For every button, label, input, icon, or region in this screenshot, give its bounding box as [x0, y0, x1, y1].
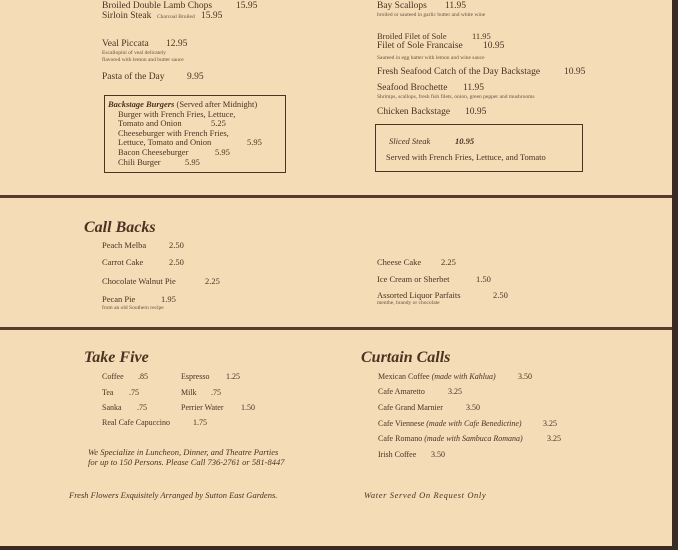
ice-cream-name: Ice Cream or Sherbet — [377, 274, 450, 284]
water-note: Water Served On Request Only — [364, 490, 487, 500]
carrot-cake-price: 2.50 — [169, 257, 184, 267]
chicken-price: 10.95 — [465, 107, 487, 117]
sliced-steak-price: 10.95 — [455, 136, 475, 146]
ice-cream-price: 1.50 — [476, 274, 491, 284]
catch-price: 10.95 — [564, 67, 586, 77]
perrier-price: 1.50 — [241, 403, 255, 412]
irish-coffee-name: Irish Coffee — [378, 450, 417, 459]
milk-name: Milk — [181, 388, 197, 397]
carrot-cake-name: Carrot Cake — [102, 257, 144, 267]
scallops-price: 11.95 — [445, 1, 467, 11]
romano-name: Cafe Romano (made with Sambuca Romana) — [378, 434, 523, 443]
sirloin-price: 15.95 — [201, 11, 223, 21]
flowers-note: Fresh Flowers Exquisitely Arranged by Sutton East Gardens. — [69, 490, 278, 500]
section-divider-2 — [0, 327, 672, 330]
burger-3-price: 5.95 — [215, 147, 230, 157]
sliced-steak-name: Sliced Steak — [389, 136, 431, 146]
tea-price: .75 — [129, 388, 139, 397]
mexican-coffee-price: 3.50 — [518, 372, 532, 381]
burger-3-name: Bacon Cheeseburger — [118, 147, 189, 157]
perrier-name: Perrier Water — [181, 403, 224, 412]
burger-2-price: 5.95 — [247, 137, 262, 147]
pecan-pie-name: Pecan Pie — [102, 294, 136, 304]
veal-desc-1: Escallopini of veal delicately — [102, 50, 166, 56]
page-edge-right — [672, 0, 678, 550]
sanka-name: Sanka — [102, 403, 122, 412]
specialize-line-1: We Specialize in Luncheon, Dinner, and Theatre Parties — [88, 447, 279, 457]
veal-desc-2: flavored with lemon and butter sauce — [102, 57, 184, 63]
scallops-name: Bay Scallops — [377, 1, 427, 11]
capuccino-price: 1.75 — [193, 418, 207, 427]
section-divider-1 — [0, 195, 672, 198]
grand-marnier-price: 3.50 — [466, 403, 480, 412]
francaise-name: Filet of Sole Francaise — [377, 41, 463, 51]
parfaits-desc: menthe, brandy or chocolate — [377, 300, 440, 306]
coffee-price: .85 — [138, 372, 148, 381]
milk-price: .75 — [211, 388, 221, 397]
espresso-price: 1.25 — [226, 372, 240, 381]
peach-melba-price: 2.50 — [169, 240, 184, 250]
chocolate-pie-price: 2.25 — [205, 276, 220, 286]
burger-2-name-2: Lettuce, Tomato and Onion — [118, 137, 212, 147]
sole-price: 11.95 — [472, 31, 491, 41]
irish-coffee-price: 3.50 — [431, 450, 445, 459]
scallops-desc: broiled or sauteed in garlic butter and white wine — [377, 12, 486, 18]
brochette-price: 11.95 — [463, 83, 485, 93]
amaretto-name: Cafe Amaretto — [378, 387, 425, 396]
capuccino-name: Real Cafe Capuccino — [102, 418, 170, 427]
brochette-desc: Shrimps, scallops, fresh fish filets, onion, green pepper and mushrooms — [377, 94, 535, 100]
francaise-desc: Sauteed in egg batter with lemon and wine sauce — [377, 55, 485, 61]
backstage-burgers-box — [104, 95, 286, 173]
cheese-cake-price: 2.25 — [441, 257, 456, 267]
sirloin-note: Charcoal Broiled — [157, 14, 195, 20]
viennese-price: 3.25 — [543, 419, 557, 428]
coffee-name: Coffee — [102, 372, 124, 381]
pasta-name: Pasta of the Day — [102, 72, 165, 82]
pecan-pie-desc: from an old Southern recipe — [102, 305, 164, 311]
pasta-price: 9.95 — [187, 72, 204, 82]
catch-name: Fresh Seafood Catch of the Day Backstage — [377, 67, 541, 77]
veal-name: Veal Piccata — [102, 39, 149, 49]
specialize-line-2: for up to 150 Persons. Please Call 736-2761 or 581-8447 — [88, 457, 285, 467]
peach-melba-name: Peach Melba — [102, 240, 147, 250]
burger-1-name-2: Tomato and Onion — [118, 118, 182, 128]
mexican-coffee-name: Mexican Coffee (made with Kahlua) — [378, 372, 496, 381]
espresso-name: Espresso — [181, 372, 210, 381]
burger-1-price: 5.25 — [211, 118, 226, 128]
tea-name: Tea — [102, 388, 114, 397]
chocolate-pie-name: Chocolate Walnut Pie — [102, 276, 176, 286]
page-edge-bottom — [0, 546, 678, 550]
call-backs-heading: Call Backs — [84, 219, 156, 236]
amaretto-price: 3.25 — [448, 387, 462, 396]
burger-2-name: Cheeseburger with French Fries, — [118, 128, 229, 138]
burger-4-price: 5.95 — [185, 157, 200, 167]
parfaits-name: Assorted Liquor Parfaits — [377, 290, 461, 300]
francaise-price: 10.95 — [483, 41, 505, 51]
viennese-name: Cafe Viennese (made with Cafe Benedictine) — [378, 419, 522, 428]
burger-4-name: Chili Burger — [118, 157, 161, 167]
sirloin-name: Sirloin Steak — [102, 11, 152, 21]
curtain-calls-heading: Curtain Calls — [361, 349, 451, 366]
burgers-title: Backstage Burgers (Served after Midnight) — [108, 99, 258, 109]
lamb-chops-name: Broiled Double Lamb Chops — [102, 1, 213, 11]
sliced-steak-desc: Served with French Fries, Lettuce, and Tomato — [386, 152, 546, 162]
chicken-name: Chicken Backstage — [377, 107, 451, 117]
veal-price: 12.95 — [166, 39, 188, 49]
pecan-pie-price: 1.95 — [161, 294, 176, 304]
take-five-heading: Take Five — [84, 349, 149, 366]
sole-name: Broiled Filet of Sole — [377, 31, 447, 41]
cheese-cake-name: Cheese Cake — [377, 257, 422, 267]
lamb-chops-price: 15.95 — [236, 1, 258, 11]
romano-price: 3.25 — [547, 434, 561, 443]
sliced-steak-box — [375, 124, 583, 172]
burger-1-name: Burger with French Fries, Lettuce, — [118, 109, 236, 119]
brochette-name: Seafood Brochette — [377, 83, 448, 93]
grand-marnier-name: Cafe Grand Marnier — [378, 403, 443, 412]
sanka-price: .75 — [137, 403, 147, 412]
parfaits-price: 2.50 — [493, 290, 508, 300]
